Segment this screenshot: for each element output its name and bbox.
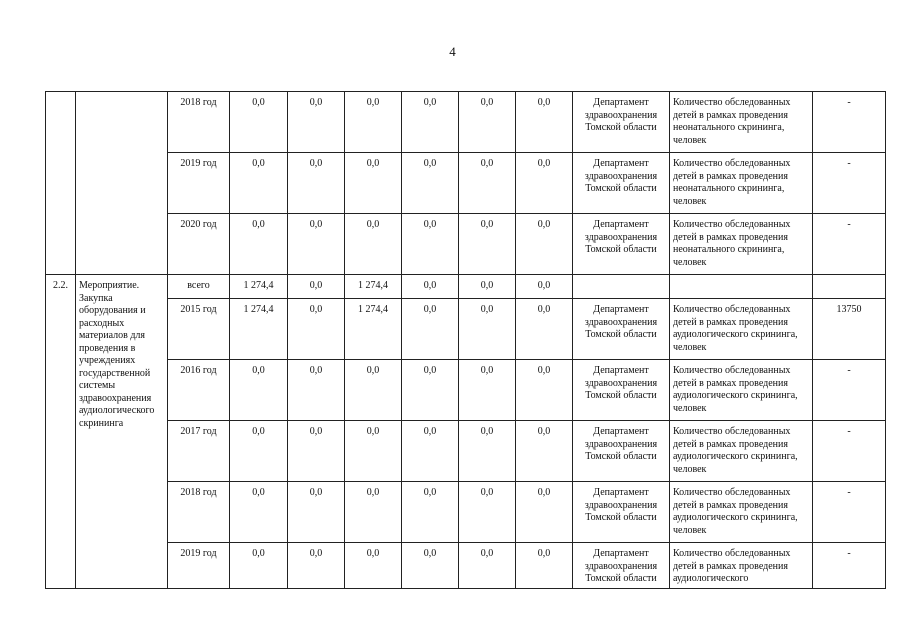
value-cell: 0,0	[402, 421, 459, 482]
page-number: 4	[449, 44, 456, 59]
value-cell: 0,0	[402, 92, 459, 153]
value-cell: 0,0	[230, 421, 288, 482]
value-cell: 1 274,4	[345, 275, 402, 299]
responsible-org-cell: Департамент здравоохранения Томской области	[573, 543, 670, 589]
value-cell: 0,0	[230, 482, 288, 543]
value-cell: 0,0	[230, 92, 288, 153]
table-row	[46, 360, 886, 421]
target-value-cell: -	[813, 214, 886, 275]
target-value-cell: -	[813, 482, 886, 543]
target-value-cell: -	[813, 543, 886, 589]
target-value-cell: -	[813, 153, 886, 214]
target-value-cell: 13750	[813, 299, 886, 360]
value-cell: 0,0	[345, 482, 402, 543]
year-cell: 2018 год	[168, 92, 230, 153]
table-row	[46, 92, 886, 153]
value-cell: 0,0	[288, 214, 345, 275]
value-cell: 0,0	[345, 214, 402, 275]
responsible-org-cell	[573, 275, 670, 299]
target-value-cell: -	[813, 421, 886, 482]
value-cell: 0,0	[230, 360, 288, 421]
value-cell: 0,0	[345, 153, 402, 214]
responsible-org-cell: Департамент здравоохранения Томской области	[573, 360, 670, 421]
value-cell: 0,0	[288, 360, 345, 421]
indicator-cell: Количество обследованных детей в рамках проведения неонатального скрининга, человек	[670, 153, 813, 214]
value-cell: 0,0	[230, 153, 288, 214]
indicator-cell: Количество обследованных детей в рамках проведения аудиологического	[670, 543, 813, 589]
row-number-cell	[46, 92, 76, 275]
value-cell: 0,0	[288, 153, 345, 214]
value-cell: 0,0	[516, 543, 573, 589]
target-value-cell	[813, 275, 886, 299]
measure-name-cell: Мероприятие. Закупка оборудования и расходных материалов для проведения в учреждениях государственной системы здравоохранения аудиологического скрининга	[76, 275, 168, 589]
program-table	[45, 91, 886, 589]
value-cell: 0,0	[516, 421, 573, 482]
table-row-total	[46, 275, 886, 299]
value-cell: 0,0	[402, 214, 459, 275]
indicator-cell: Количество обследованных детей в рамках проведения аудиологического скрининга, человек	[670, 421, 813, 482]
target-value-cell: -	[813, 360, 886, 421]
value-cell: 1 274,4	[345, 299, 402, 360]
value-cell: 0,0	[516, 275, 573, 299]
value-cell: 0,0	[402, 299, 459, 360]
value-cell: 0,0	[516, 360, 573, 421]
value-cell: 0,0	[459, 360, 516, 421]
value-cell: 0,0	[459, 92, 516, 153]
value-cell: 0,0	[402, 153, 459, 214]
value-cell: 0,0	[459, 299, 516, 360]
value-cell: 0,0	[459, 543, 516, 589]
value-cell: 0,0	[459, 214, 516, 275]
value-cell: 0,0	[402, 482, 459, 543]
indicator-cell	[670, 275, 813, 299]
value-cell: 1 274,4	[230, 299, 288, 360]
value-cell: 0,0	[230, 214, 288, 275]
value-cell: 0,0	[288, 275, 345, 299]
responsible-org-cell: Департамент здравоохранения Томской области	[573, 214, 670, 275]
value-cell: 0,0	[459, 421, 516, 482]
indicator-cell: Количество обследованных детей в рамках проведения аудиологического скрининга, человек	[670, 299, 813, 360]
table-row	[46, 299, 886, 360]
value-cell: 0,0	[516, 482, 573, 543]
table-row	[46, 153, 886, 214]
value-cell: 0,0	[402, 543, 459, 589]
responsible-org-cell: Департамент здравоохранения Томской области	[573, 421, 670, 482]
year-cell: 2015 год	[168, 299, 230, 360]
value-cell: 1 274,4	[230, 275, 288, 299]
value-cell: 0,0	[459, 153, 516, 214]
year-cell: 2020 год	[168, 214, 230, 275]
row-number-cell: 2.2.	[46, 275, 76, 589]
year-cell: 2018 год	[168, 482, 230, 543]
indicator-cell: Количество обследованных детей в рамках проведения неонатального скрининга, человек	[670, 92, 813, 153]
responsible-org-cell: Департамент здравоохранения Томской области	[573, 299, 670, 360]
indicator-cell: Количество обследованных детей в рамках проведения аудиологического скрининга, человек	[670, 360, 813, 421]
indicator-cell: Количество обследованных детей в рамках проведения аудиологического скрининга, человек	[670, 482, 813, 543]
year-cell: 2019 год	[168, 543, 230, 589]
value-cell: 0,0	[345, 421, 402, 482]
responsible-org-cell: Департамент здравоохранения Томской области	[573, 92, 670, 153]
table-row	[46, 214, 886, 275]
value-cell: 0,0	[459, 482, 516, 543]
table-row	[46, 421, 886, 482]
value-cell: 0,0	[288, 92, 345, 153]
value-cell: 0,0	[516, 299, 573, 360]
responsible-org-cell: Департамент здравоохранения Томской области	[573, 482, 670, 543]
value-cell: 0,0	[345, 92, 402, 153]
value-cell: 0,0	[402, 360, 459, 421]
value-cell: 0,0	[345, 543, 402, 589]
table-row	[46, 543, 886, 589]
value-cell: 0,0	[459, 275, 516, 299]
value-cell: 0,0	[402, 275, 459, 299]
year-cell: всего	[168, 275, 230, 299]
measure-name-cell	[76, 92, 168, 275]
table-row	[46, 482, 886, 543]
year-cell: 2019 год	[168, 153, 230, 214]
value-cell: 0,0	[288, 421, 345, 482]
responsible-org-cell: Департамент здравоохранения Томской области	[573, 153, 670, 214]
year-cell: 2016 год	[168, 360, 230, 421]
value-cell: 0,0	[288, 543, 345, 589]
value-cell: 0,0	[288, 482, 345, 543]
value-cell: 0,0	[345, 360, 402, 421]
value-cell: 0,0	[288, 299, 345, 360]
value-cell: 0,0	[230, 543, 288, 589]
year-cell: 2017 год	[168, 421, 230, 482]
value-cell: 0,0	[516, 153, 573, 214]
value-cell: 0,0	[516, 214, 573, 275]
value-cell: 0,0	[516, 92, 573, 153]
target-value-cell: -	[813, 92, 886, 153]
indicator-cell: Количество обследованных детей в рамках проведения неонатального скрининга, человек	[670, 214, 813, 275]
